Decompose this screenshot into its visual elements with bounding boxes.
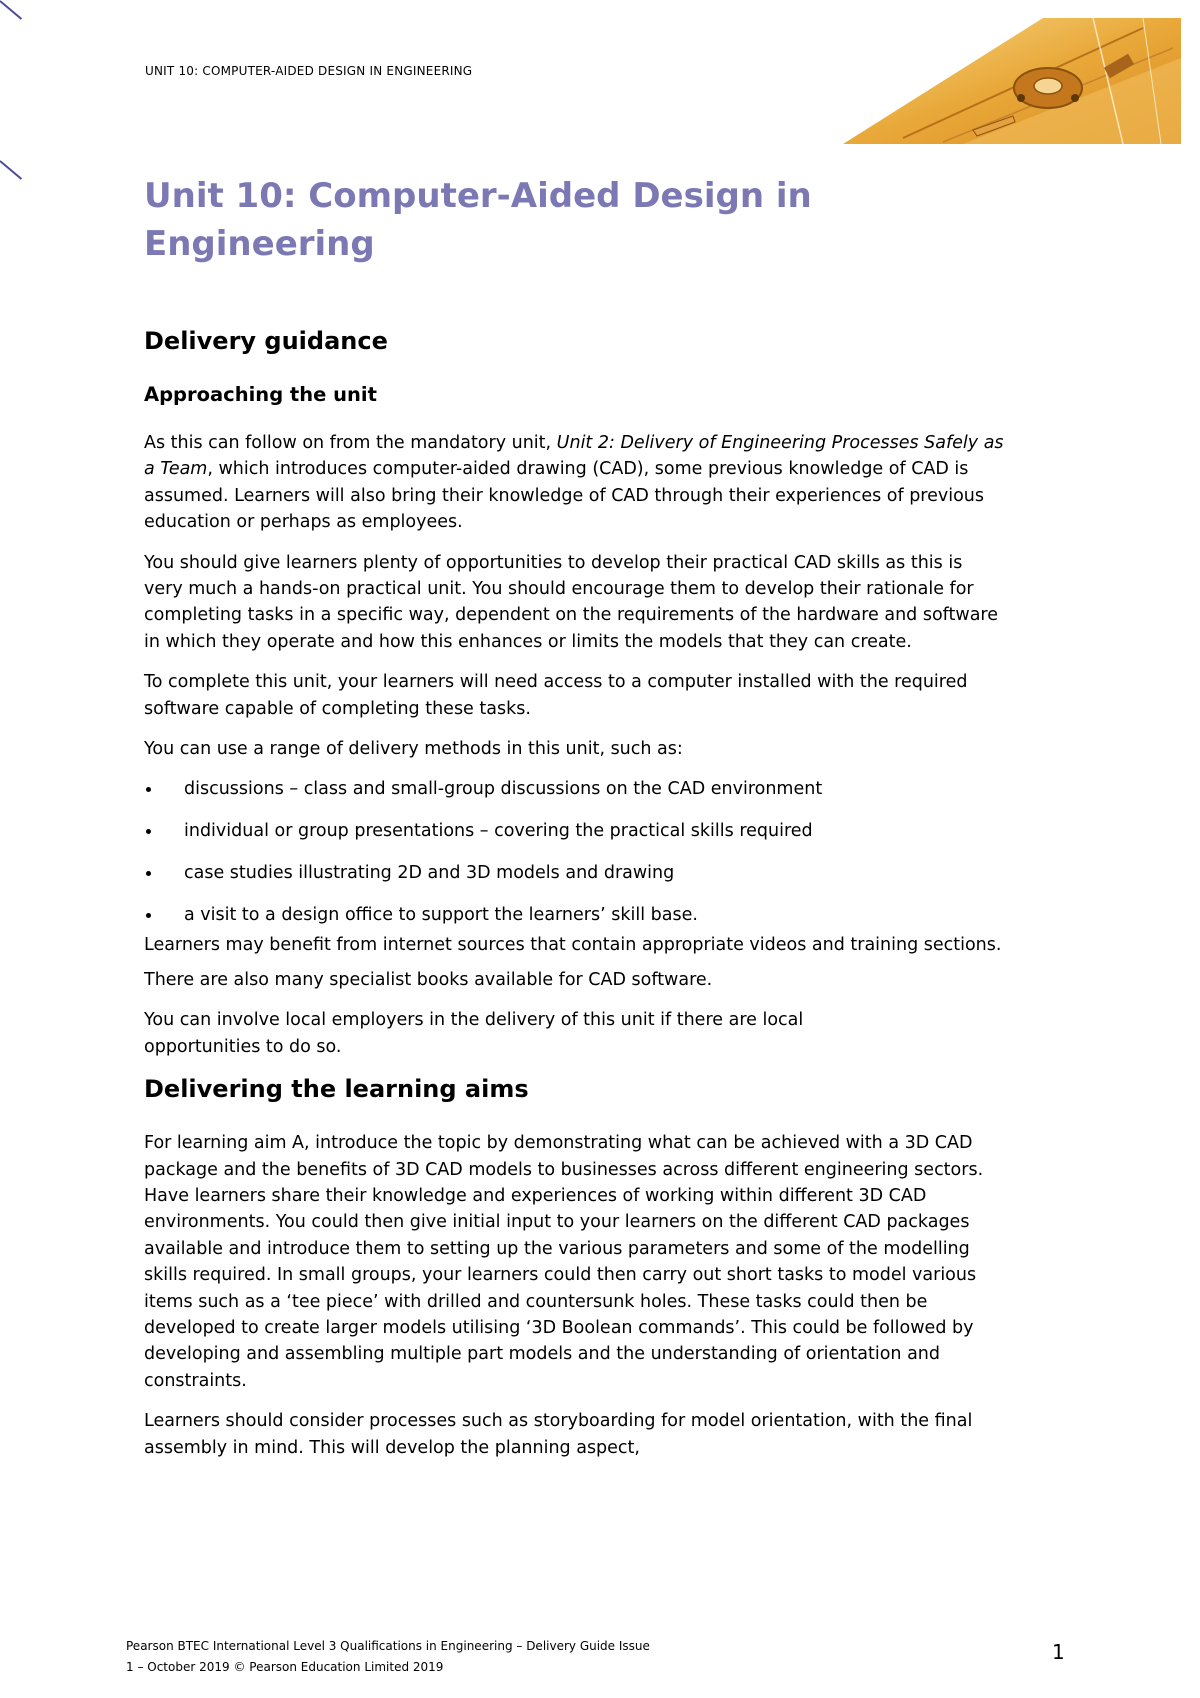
learning-aims-heading: Delivering the learning aims: [144, 1075, 529, 1104]
paragraph: Learners may benefit from internet sources that contain appropriate videos and training sections.: [144, 935, 1002, 956]
bullet-icon: [146, 787, 151, 792]
paragraph: You can use a range of delivery methods in this unit, such as:: [144, 739, 683, 760]
paragraph: You can involve local employers in the delivery of this unit if there are local opportunities to do so.: [144, 1010, 804, 1057]
corner-decoration: [0, 0, 22, 20]
footer: [126, 1636, 686, 1678]
main-content: [144, 326, 1024, 1475]
unit-reference: Unit 2: Delivery of Engineering Processes Safely as a Team: [144, 433, 1004, 480]
paragraph: As this can follow on from the mandatory unit, Unit 2: Delivery of Engineering Processes Safely as a Team, which introduces computer-aided drawing (CAD), some previous knowledge of CAD is assumed. Learners will also bring their knowledge of CAD through their experiences of previous education or perhaps as employees.: [144, 433, 1004, 533]
paragraph: You should give learners plenty of opportunities to develop their practical CAD skills as this is very much a hands-on practical unit. You should encourage them to develop their rationale for completing tasks in a specific way, dependent on the requirements of the hardware and software in which they operate and how this enhances or limits the models that they can create.: [144, 552, 998, 652]
list-item: case studies illustrating 2D and 3D models and drawing: [144, 860, 1024, 886]
list-item: discussions – class and small-group discussions on the CAD environment: [144, 776, 1024, 802]
delivery-guidance-heading: Delivery guidance: [144, 327, 388, 355]
page-number: 1: [1052, 1640, 1065, 1664]
corner-decoration: [0, 160, 22, 180]
footer-line: 1 – October 2019 © Pearson Education Limited 2019: [126, 1660, 444, 1674]
list-item: individual or group presentations – covering the practical skills required: [144, 818, 1024, 844]
bullet-icon: [146, 871, 151, 876]
footer-line: Pearson BTEC International Level 3 Qualifications in Engineering – Delivery Guide Issue: [126, 1639, 650, 1653]
bullet-icon: [146, 913, 151, 918]
paragraph: Learners should consider processes such as storyboarding for model orientation, with the final assembly in mind. This will develop the planning aspect,: [144, 1411, 973, 1458]
paragraph: To complete this unit, your learners will need access to a computer installed with the required software capable of completing these tasks.: [144, 672, 968, 719]
list-item: a visit to a design office to support the learners’ skill base.: [144, 902, 1024, 928]
paragraph: There are also many specialist books available for CAD software.: [144, 969, 713, 990]
approaching-unit-subheading: Approaching the unit: [144, 383, 377, 406]
page-title: Unit 10: Computer-Aided Design in Engineering: [144, 176, 812, 264]
running-header: UNIT 10: COMPUTER-AIDED DESIGN IN ENGINEERING: [145, 64, 473, 78]
paragraph: For learning aim A, introduce the topic by demonstrating what can be achieved with a 3D CAD package and the benefits of 3D CAD models to businesses across different engineering sectors. Have learners share their knowledge and experiences of working within different 3D CAD environments. You could then give initial input to your learners on the different CAD packages available and introduce them to setting up the various parameters and some of the modelling skills required. In small groups, your learners could then carry out short tasks to model various items such as a ‘tee piece’ with drilled and countersunk holes. These tasks could then be developed to create larger models utilising ‘3D Boolean commands’. This could be followed by developing and assembling multiple part models and the understanding of orientation and constraints.: [144, 1133, 984, 1391]
header-banner-image: [843, 18, 1181, 144]
bullet-icon: [146, 829, 151, 834]
delivery-methods-list: [144, 776, 1024, 928]
